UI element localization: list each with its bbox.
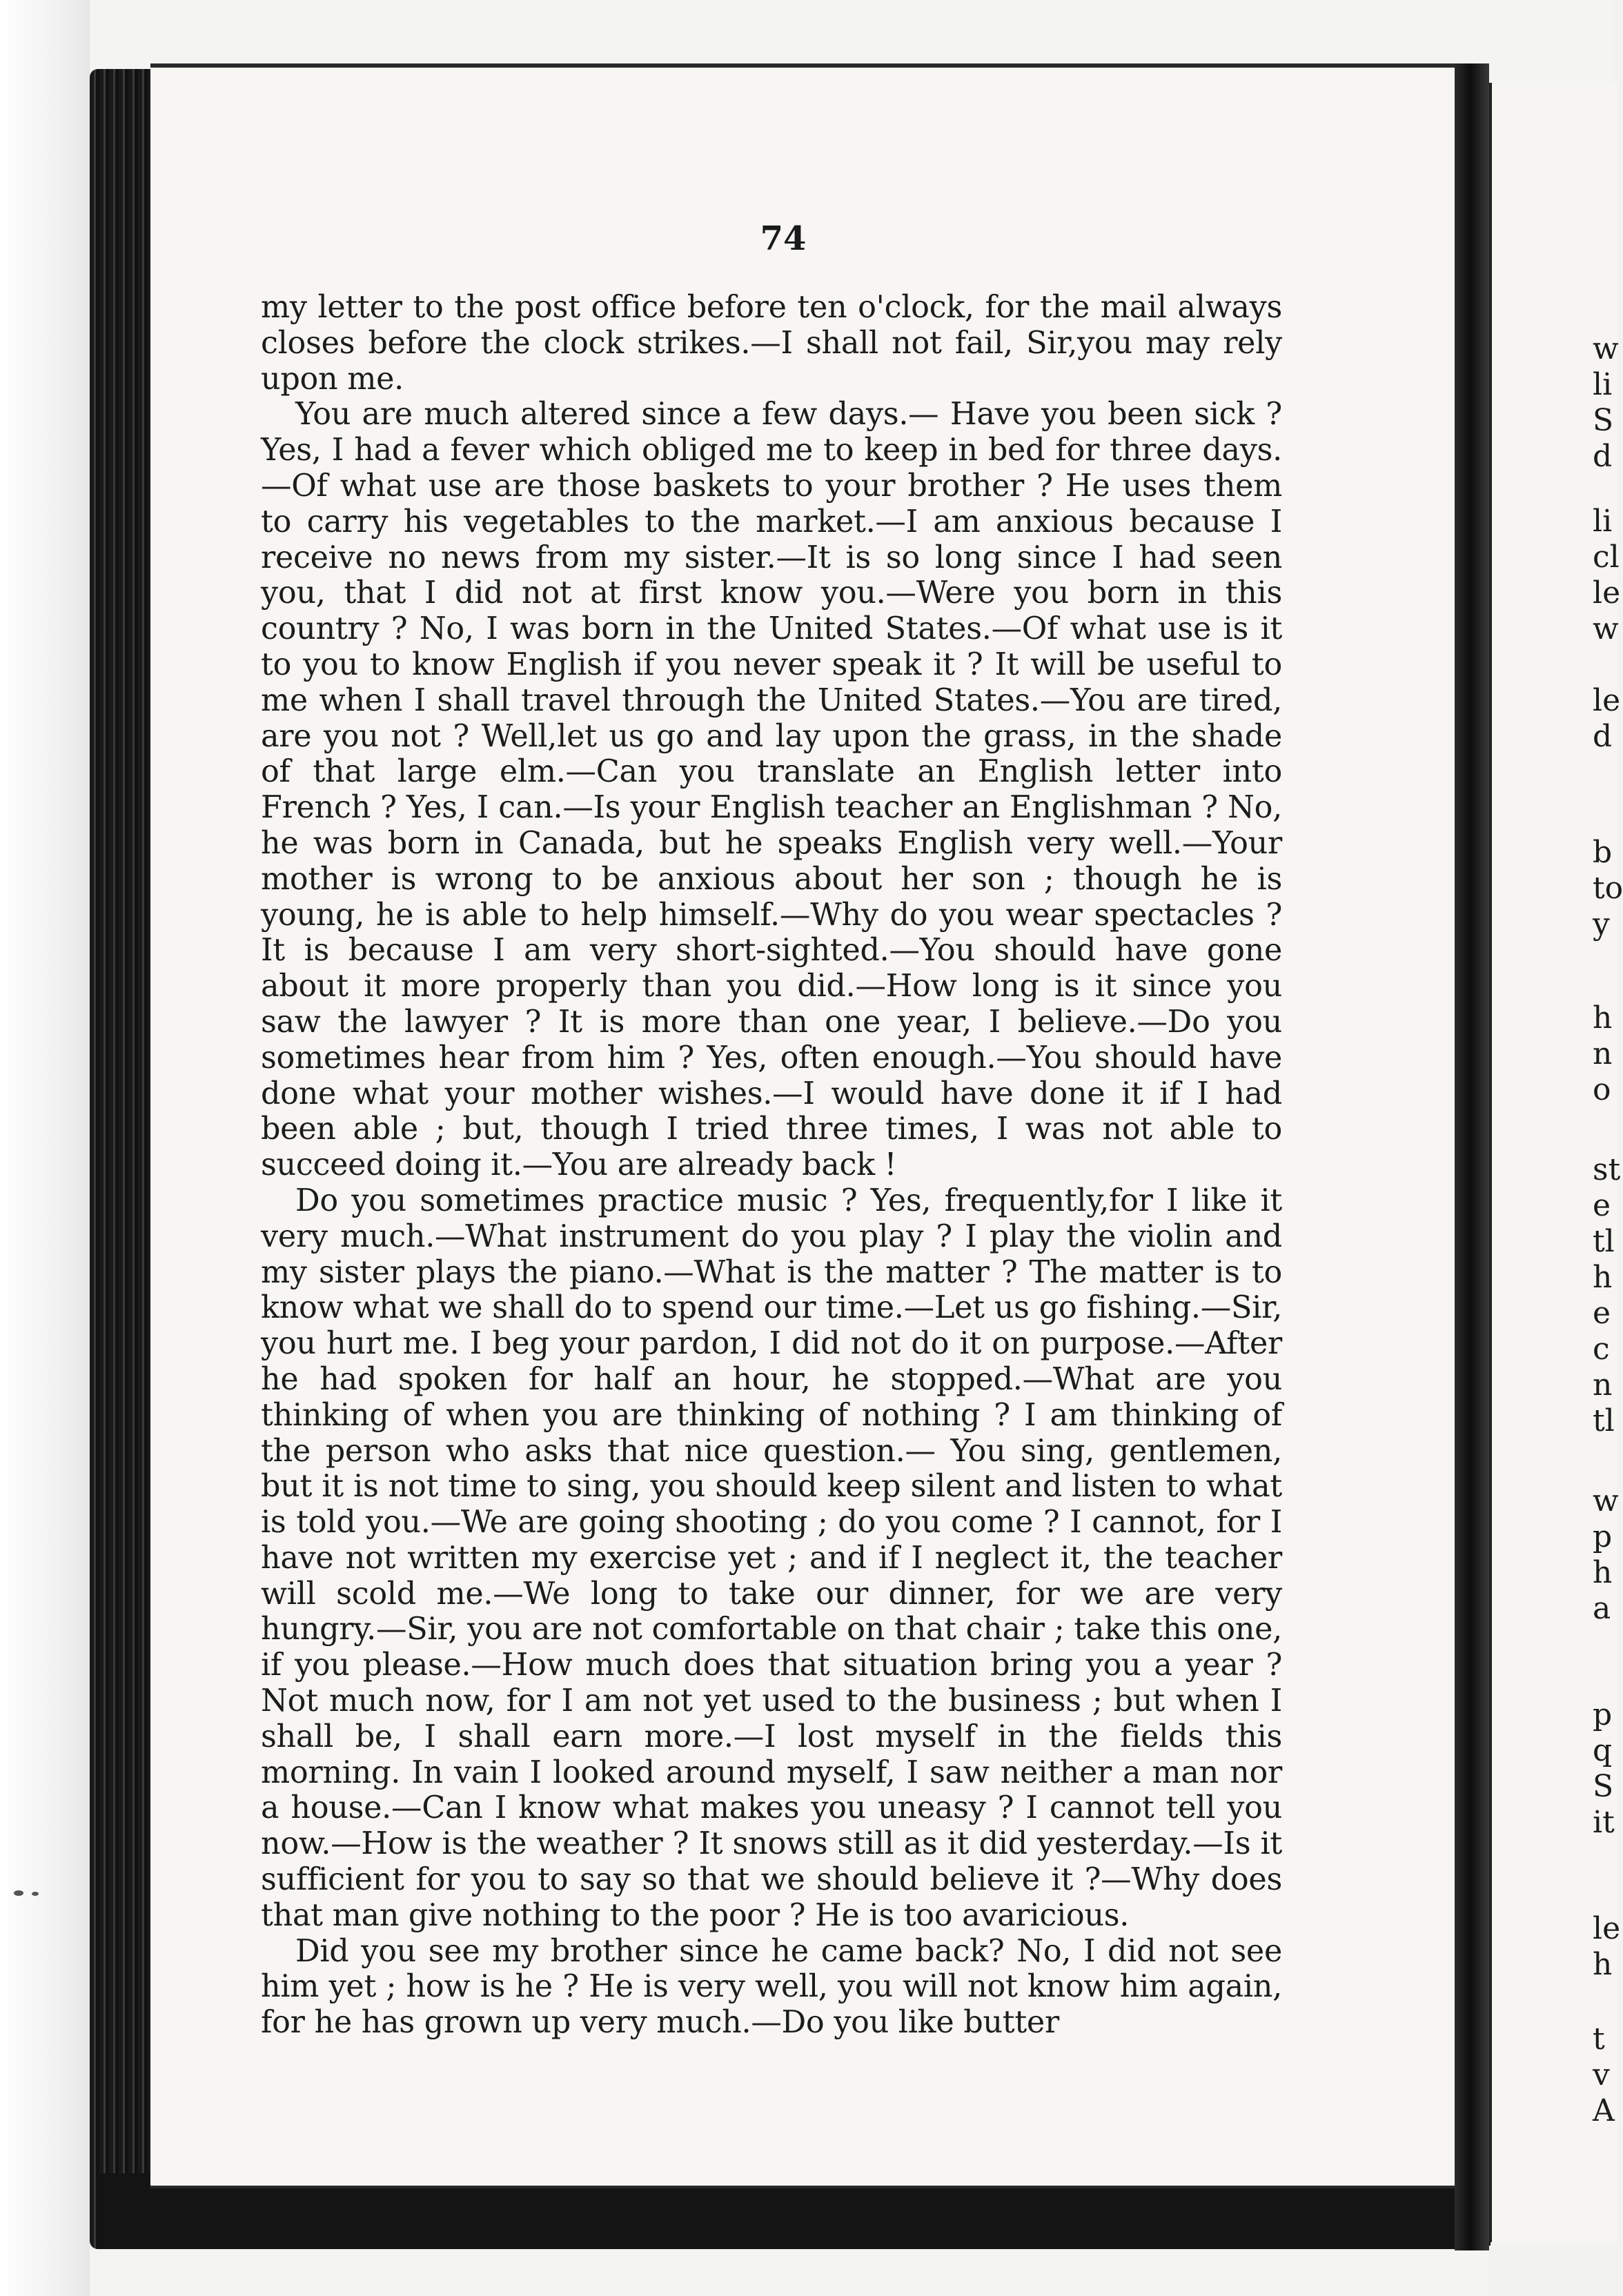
facing-page-fragment: w (1593, 611, 1619, 646)
page-body-text (261, 290, 1282, 2041)
page-number: 74 (760, 219, 807, 258)
book-gutter (1455, 63, 1489, 2250)
facing-page-fragment: le (1593, 683, 1621, 718)
paragraph: my letter to the post office before ten o'clock, for the mail always closes before the clock strikes.—I shall not fail, Sir,you may rely upon me. (261, 290, 1282, 397)
facing-page-fragment: y (1593, 907, 1610, 942)
facing-page-fragment: p (1593, 1519, 1613, 1554)
facing-page-fragment: li (1593, 504, 1613, 539)
scan-speck (32, 1892, 39, 1896)
facing-page-fragment: q (1593, 1733, 1613, 1768)
facing-page-fragment: cl (1593, 540, 1620, 575)
facing-page-bottom (1489, 2246, 1615, 2296)
facing-page-fragment: st (1593, 1152, 1621, 1187)
scan-speck (14, 1890, 23, 1896)
facing-page-fragment: le (1593, 575, 1621, 611)
facing-page-fragment: tl (1593, 1403, 1615, 1438)
facing-page-fragment: e (1593, 1296, 1611, 1331)
paragraph: Do you sometimes practice music ? Yes, frequently,for I like it very much.—What instrument do you play ? I play the violin and my sister plays the piano.—What is the matter ? The matter is to know what we shall do to spend our time.—Let us go fishing.—Sir, you hurt me. I beg your pardon, I did not do it on purpose.—After he had spoken for half an hour, he stopped.—What are you thinking of when you are thinking of nothing ? I am thinking of the person who asks that nice question.— You sing, gentlemen, but it is not time to sing, you should keep silent and listen to what is told you.—We are going shooting ; do you come ? I cannot, for I have not written my exercise yet ; and if I neglect it, the teacher will scold me.—We long to take our dinner, for we are very hungry.—Sir, you are not comfortable on that chair ; take this one, if you please.—How much does that situation bring you a year ? Not much now, for I am not yet used to the business ; but when I shall be, I shall earn more.—I lost myself in the fields this morning. In vain I looked around myself, I saw neither a man nor a house.—Can I know what makes you uneasy ? I cannot tell you now.—How is the weather ? It snows still as it did yesterday.—Is it sufficient for you to say so that we should believe it ?—Why does that man give nothing to the poor ? He is too avaricious. (261, 1182, 1282, 1933)
facing-page-fragment: w (1593, 331, 1619, 366)
facing-page-fragment: h (1593, 1555, 1613, 1590)
facing-page-fragment: n (1593, 1036, 1613, 1071)
facing-page-fragment: o (1593, 1072, 1611, 1107)
facing-page-fragment: to (1593, 871, 1623, 906)
facing-page-fragment: S (1593, 403, 1614, 438)
facing-page-fragment: A (1593, 2093, 1615, 2128)
facing-page-fragment: v (1593, 2057, 1610, 2092)
facing-page-fragment: it (1593, 1805, 1615, 1840)
facing-page-fragment: d (1593, 439, 1613, 474)
facing-page-fragment: a (1593, 1591, 1611, 1626)
facing-page-fragment: t (1593, 2021, 1605, 2057)
facing-page-fragment: b (1593, 835, 1613, 870)
facing-page-fragment: S (1593, 1769, 1614, 1804)
facing-page-fragment: n (1593, 1367, 1613, 1403)
book-spine-edge (90, 69, 152, 2249)
paragraph: You are much altered since a few days.— Have you been sick ? Yes, I had a fever which obliged me to keep in bed for three days.—Of what use are those baskets to your brother ? He uses them to carry his vegetables to the market.—I am anxious because I receive no news from my sister.—It is so long since I had seen you, that I did not at first know you.—Were you born in this country ? No, I was born in the United States.—Of what use is it to you to know English if you never speak it ? It will be useful to me when I shall travel through the United States.—You are tired, are you not ? Well,let us go and lay upon the grass, in the shade of that large elm.—Can you translate an English letter into French ? Yes, I can.—Is your English teacher an Englishman ? No, he was born in Canada, but he speaks English very well.—Your mother is wrong to be anxious about her son ; though he is young, he is able to help himself.—Why do you wear spectacles ? It is because I am very short-sighted.—You should have gone about it more properly than you did.—How long is it since you saw the lawyer ? It is more than one year, I believe.—Do you sometimes hear from him ? Yes, often enough.—You should have done what your mother wishes.—I would have done it if I had been able ; but, though I tried three times, I was not able to succeed doing it.—You are already back ! (261, 397, 1282, 1183)
facing-page-fragment: h (1593, 1947, 1613, 1982)
facing-page-fragment: c (1593, 1332, 1610, 1367)
facing-page-fragment: le (1593, 1911, 1621, 1946)
scan-margin (0, 0, 90, 2296)
facing-page-fragment: h (1593, 1260, 1613, 1295)
facing-page-fragment: tl (1593, 1224, 1615, 1259)
facing-page-fragment: li (1593, 367, 1613, 402)
facing-page-fragment: p (1593, 1697, 1613, 1732)
facing-page-fragment: h (1593, 1000, 1613, 1036)
facing-page-fragment: w (1593, 1483, 1619, 1518)
facing-page-fragment: d (1593, 719, 1613, 754)
paragraph: Did you see my brother since he came back? No, I did not see him yet ; how is he ? He is very well, you will not know him again, for he has grown up very much.—Do you like butter (261, 1933, 1282, 2041)
facing-page-fragment: e (1593, 1188, 1611, 1223)
